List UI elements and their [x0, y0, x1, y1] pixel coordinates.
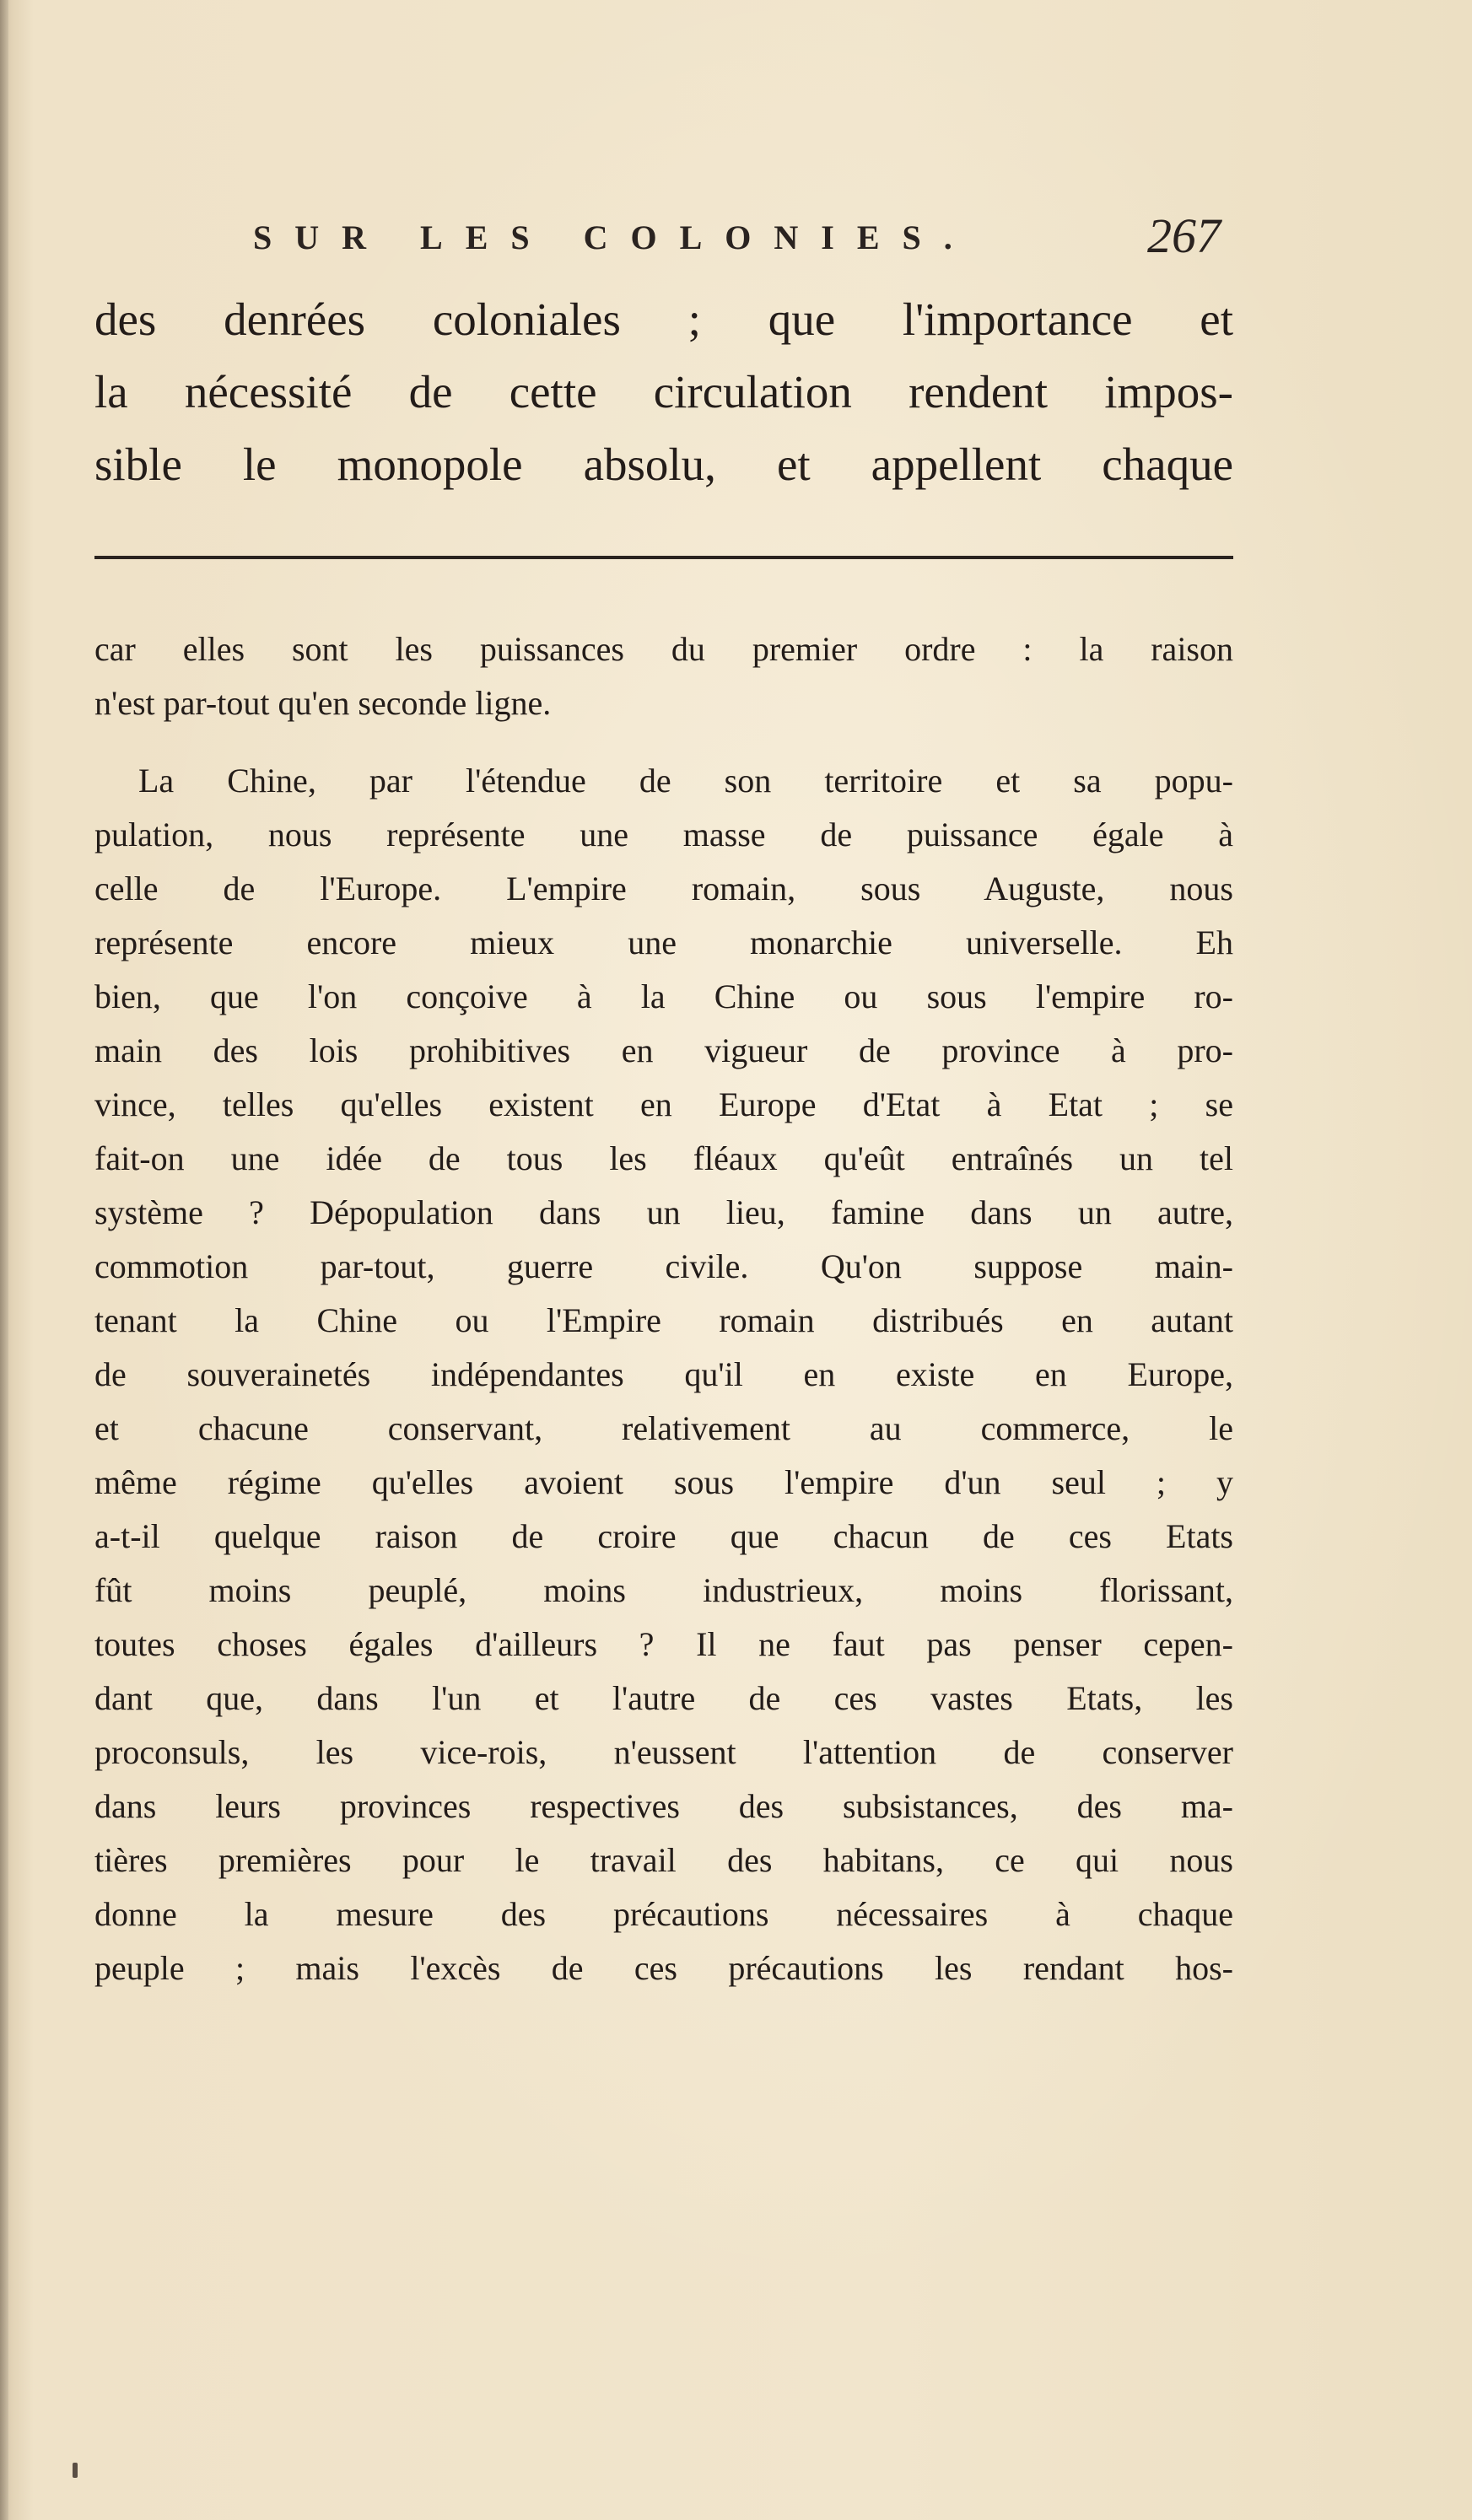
footnote-line: fait-on une idée de tous les fléaux qu'eût entraînés un tel — [94, 1139, 1233, 1177]
page-number: 267 — [1147, 208, 1221, 263]
ink-speck — [73, 2463, 78, 2478]
footnote-line: représente encore mieux une monarchie universelle. Eh — [94, 923, 1233, 961]
footnote-line: commotion par-tout, guerre civile. Qu'on suppose main- — [94, 1247, 1233, 1285]
footnote-line: main des lois prohibitives en vigueur de province à pro- — [94, 1031, 1233, 1069]
main-text-line: des denrées coloniales ; que l'importance et — [94, 293, 1233, 345]
footnote-line: fût moins peuplé, moins industrieux, moins florissant, — [94, 1571, 1233, 1609]
footnote-line: tenant la Chine ou l'Empire romain distribués en autant — [94, 1301, 1233, 1339]
binding-gutter — [0, 0, 8, 2520]
footnote-line: même régime qu'elles avoient sous l'empire d'un seul ; y — [94, 1463, 1233, 1501]
footnote-line: proconsuls, les vice-rois, n'eussent l'attention de conserver — [94, 1733, 1233, 1771]
footnote-line: dant que, dans l'un et l'autre de ces vastes Etats, les — [94, 1679, 1233, 1717]
footnote-line: de souverainetés indépendantes qu'il en existe en Europe, — [94, 1355, 1233, 1393]
footnote-line: et chacune conservant, relativement au commerce, le — [94, 1409, 1233, 1447]
footnote-line: La Chine, par l'étendue de son territoire et sa popu- — [138, 762, 1233, 800]
main-text-line: la nécessité de cette circulation rendent impos- — [94, 366, 1233, 417]
footnote-line: toutes choses égales d'ailleurs ? Il ne faut pas penser cepen- — [94, 1625, 1233, 1663]
footnote-line: système ? Dépopulation dans un lieu, famine dans un autre, — [94, 1193, 1233, 1231]
footnote-line: tières premières pour le travail des habitans, ce qui nous — [94, 1841, 1233, 1879]
footnote-line: donne la mesure des précautions nécessaires à chaque — [94, 1895, 1233, 1933]
footnote-block — [94, 622, 1233, 1995]
running-title: SUR LES COLONIES. — [253, 218, 975, 256]
footnote-line: dans leurs provinces respectives des subsistances, des ma- — [94, 1787, 1233, 1825]
footnote-line: a-t-il quelque raison de croire que chacun de ces Etats — [94, 1517, 1233, 1555]
main-text-line: sible le monopole absolu, et appellent chaque — [94, 439, 1233, 490]
footnote-line: celle de l'Europe. L'empire romain, sous Auguste, nous — [94, 870, 1233, 907]
footnote-separator-rule — [94, 556, 1233, 559]
footnote-line: vince, telles qu'elles existent en Europe d'Etat à Etat ; se — [94, 1085, 1233, 1123]
footnote-line: car elles sont les puissances du premier ordre : la raison — [94, 630, 1233, 668]
footnote-line: bien, que l'on conçoive à la Chine ou sous l'empire ro- — [94, 977, 1233, 1015]
main-text-block — [94, 283, 1233, 501]
footnote-line: n'est par-tout qu'en seconde ligne. — [94, 684, 552, 722]
footnote-line: pulation, nous représente une masse de puissance égale à — [94, 816, 1233, 853]
footnote-line: peuple ; mais l'excès de ces précautions les rendant hos- — [94, 1949, 1233, 1987]
